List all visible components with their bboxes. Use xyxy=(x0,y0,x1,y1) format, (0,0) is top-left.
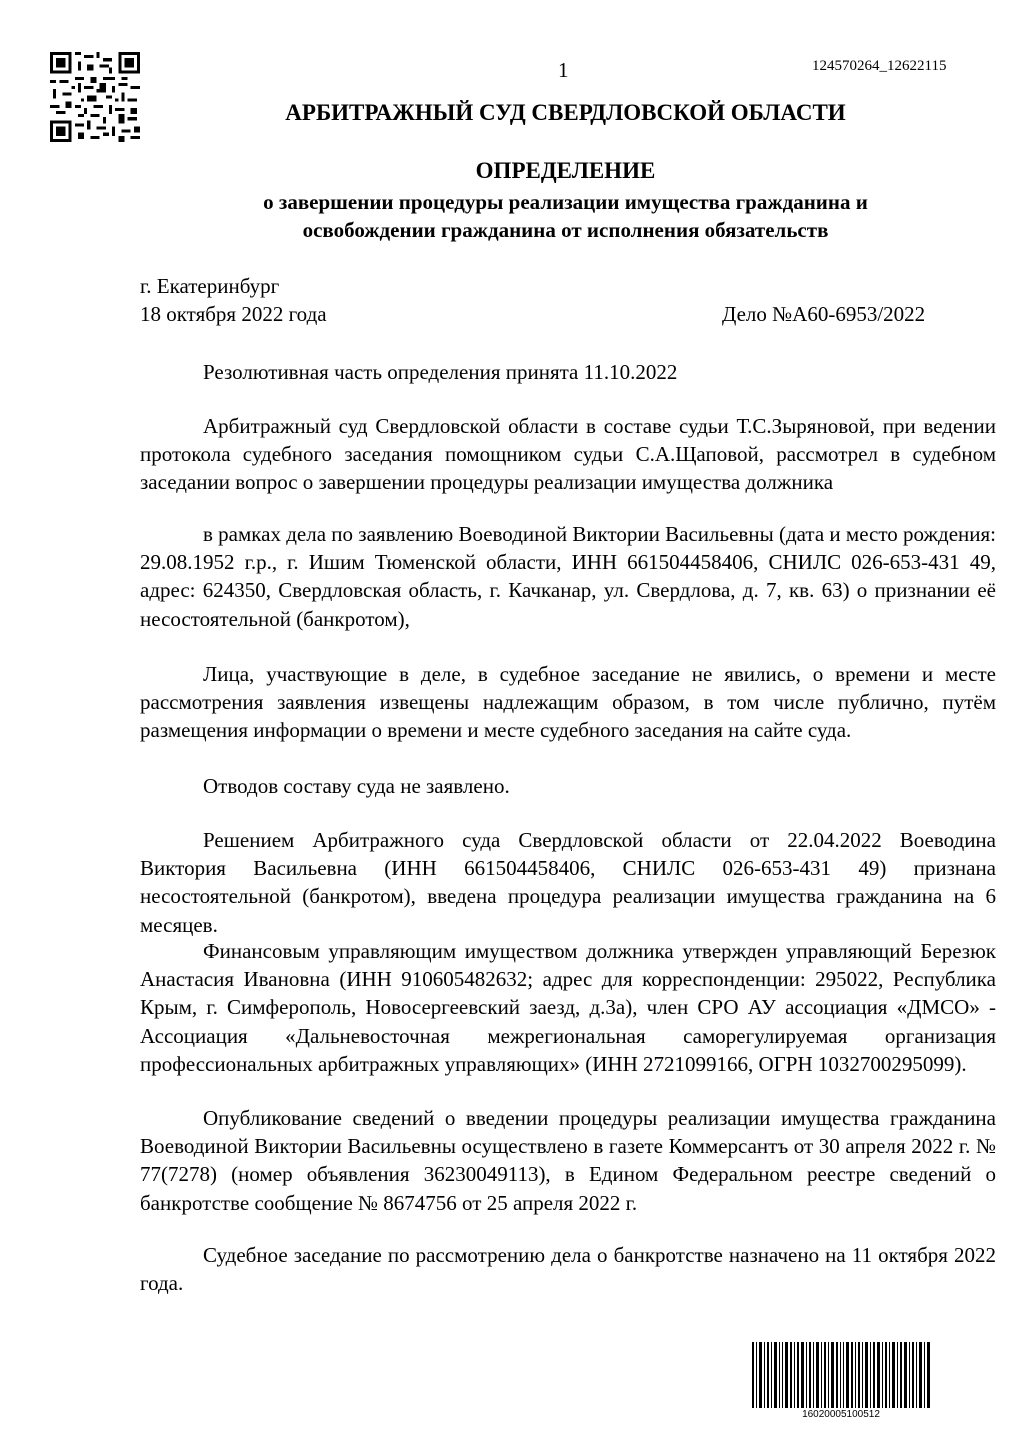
paragraph-text: в рамках дела по заявлению Воеводиной Виктории Васильевны (дата и место рождения: 29.08.1952 г.р., г. Ишим Тюменской области, ИНН 661504458406, СНИЛС 026-653-431 49, адрес: 624350, Свердловская область, г. Качканар, ул. Свердлова, д. 7, кв. 63) о признании её несостоятельной (банкротом), xyxy=(140,522,996,631)
paragraph-text: Резолютивная часть определения принята 11.10.2022 xyxy=(203,360,678,384)
document-title: ОПРЕДЕЛЕНИЕ xyxy=(475,158,656,183)
decision-date: 18 октября 2022 года xyxy=(140,302,327,326)
paragraph-debtor-info xyxy=(140,520,996,633)
paragraph-hearing xyxy=(140,1241,996,1297)
barcode-number: 16020005100512 xyxy=(802,1409,880,1420)
barcode-icon xyxy=(752,1342,930,1408)
page-number: 1 xyxy=(558,58,569,82)
paragraph-decision xyxy=(140,826,996,939)
paragraph-text: Финансовым управляющим имуществом должника утвержден управляющий Березюк Анастасия Ивановна (ИНН 910605482632; адрес для корреспонденции: 295022, Республика Крым, г. Симферополь, Новосергеевский заезд, д.3а), член СРО АУ ассоциация «ДМСО» - Ассоциация «Дальневосточная межрегиональная саморегулируемая организация профессиональных арбитражных управляющих» (ИНН 2721099166, ОГРН 1032700295099). xyxy=(140,939,996,1076)
case-number: Дело №А60-6953/2022 xyxy=(722,302,926,326)
paragraph-parties xyxy=(140,660,996,745)
qr-code-icon xyxy=(50,52,140,142)
paragraph-text: Опубликование сведений о введении процедуры реализации имущества гражданина Воеводиной Виктории Васильевны осуществлено в газете Коммерсантъ от 30 апреля 2022 г. № 77(7278) (номер объявления 36230049113), в Едином Федеральном реестре сведений о банкротстве сообщение № 8674756 от 25 апреля 2022 г. xyxy=(140,1106,996,1215)
document-id: 124570264_12622115 xyxy=(812,58,947,74)
city: г. Екатеринбург xyxy=(140,274,280,298)
paragraph-text: Лица, участвующие в деле, в судебное заседание не явились, о времени и месте рассмотрения заявления извещены надлежащим образом, в том числе публично, путём размещения информации о времени и месте судебного заседания на сайте суда. xyxy=(140,662,996,743)
paragraph-text: Отводов составу суда не заявлено. xyxy=(203,774,510,798)
paragraph-financial-manager xyxy=(140,937,996,1078)
paragraph-resolutive xyxy=(140,358,996,386)
document-subtitle xyxy=(0,188,1036,244)
court-name: АРБИТРАЖНЫЙ СУД СВЕРДЛОВСКОЙ ОБЛАСТИ xyxy=(285,100,846,125)
paragraph-text: Решением Арбитражного суда Свердловской области от 22.04.2022 Воеводина Виктория Васильевна (ИНН 661504458406, СНИЛС 026-653-431 49) признана несостоятельной (банкротом), введена процедура реализации имущества гражданина на 6 месяцев. xyxy=(140,828,996,937)
paragraph-court-composition xyxy=(140,412,996,497)
paragraph-publication xyxy=(140,1104,996,1217)
subtitle-line-1: о завершении процедуры реализации имущества гражданина и xyxy=(263,190,868,214)
subtitle-line-2: освобождении гражданина от исполнения обязательств xyxy=(302,218,829,242)
paragraph-challenges xyxy=(140,772,996,800)
paragraph-text: Судебное заседание по рассмотрению дела о банкротстве назначено на 11 октября 2022 года. xyxy=(140,1243,996,1296)
paragraph-text: Арбитражный суд Свердловской области в составе судьи Т.С.Зыряновой, при ведении протокола судебного заседания помощником судьи С.А.Щаповой, рассмотрел в судебном заседании вопрос о завершении процедуры реализации имущества должника xyxy=(140,414,996,495)
